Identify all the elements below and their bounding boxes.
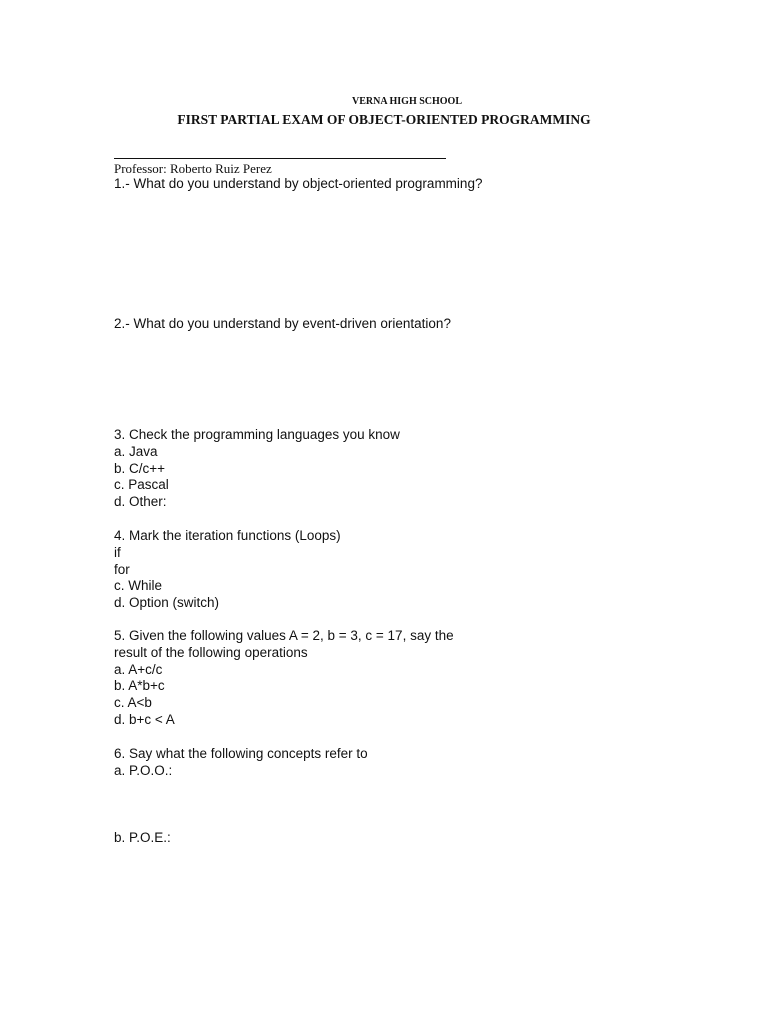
question-5-prompt-line-1: 5. Given the following values A = 2, b = 3, c = 17, say the: [114, 628, 454, 643]
question-2: 2.- What do you understand by event-driven orientation?: [114, 316, 451, 331]
question-5: [114, 628, 454, 729]
question-3: [114, 427, 400, 511]
question-6-option-a: a. P.O.O.:: [114, 762, 173, 778]
question-5-option: c. A<b: [114, 695, 152, 711]
question-6: [114, 746, 368, 780]
question-5-option: b. A*b+c: [114, 678, 165, 694]
question-3-prompt: 3. Check the programming languages you know: [114, 427, 400, 442]
exam-title: FIRST PARTIAL EXAM OF OBJECT-ORIENTED PROGRAMMING: [177, 112, 591, 127]
question-3-option: a. Java: [114, 443, 158, 459]
question-1: 1.- What do you understand by object-oriented programming?: [114, 176, 483, 191]
question-4-option: for: [114, 561, 130, 577]
question-6-prompt: 6. Say what the following concepts refer to: [114, 746, 368, 761]
question-6-option-b: b. P.O.E.:: [114, 830, 171, 845]
question-5-option: d. b+c < A: [114, 711, 175, 727]
school-name: VERNA HIGH SCHOOL: [351, 96, 463, 107]
question-4-option: d. Option (switch): [114, 595, 220, 611]
question-3-option: b. C/c++: [114, 460, 166, 476]
question-4-option: if: [114, 544, 121, 560]
question-5-option: a. A+c/c: [114, 661, 163, 677]
question-6-part-b: [114, 830, 171, 847]
question-3-option: c. Pascal: [114, 477, 169, 493]
question-4-prompt: 4. Mark the iteration functions (Loops): [114, 528, 341, 543]
question-4-option: c. While: [114, 578, 163, 594]
question-3-option: d. Other:: [114, 494, 167, 510]
question-5-prompt-line-2: result of the following operations: [114, 644, 308, 660]
question-4: [114, 528, 341, 612]
student-name-line: [114, 158, 446, 159]
professor-name: Professor: Roberto Ruiz Perez: [114, 161, 272, 176]
